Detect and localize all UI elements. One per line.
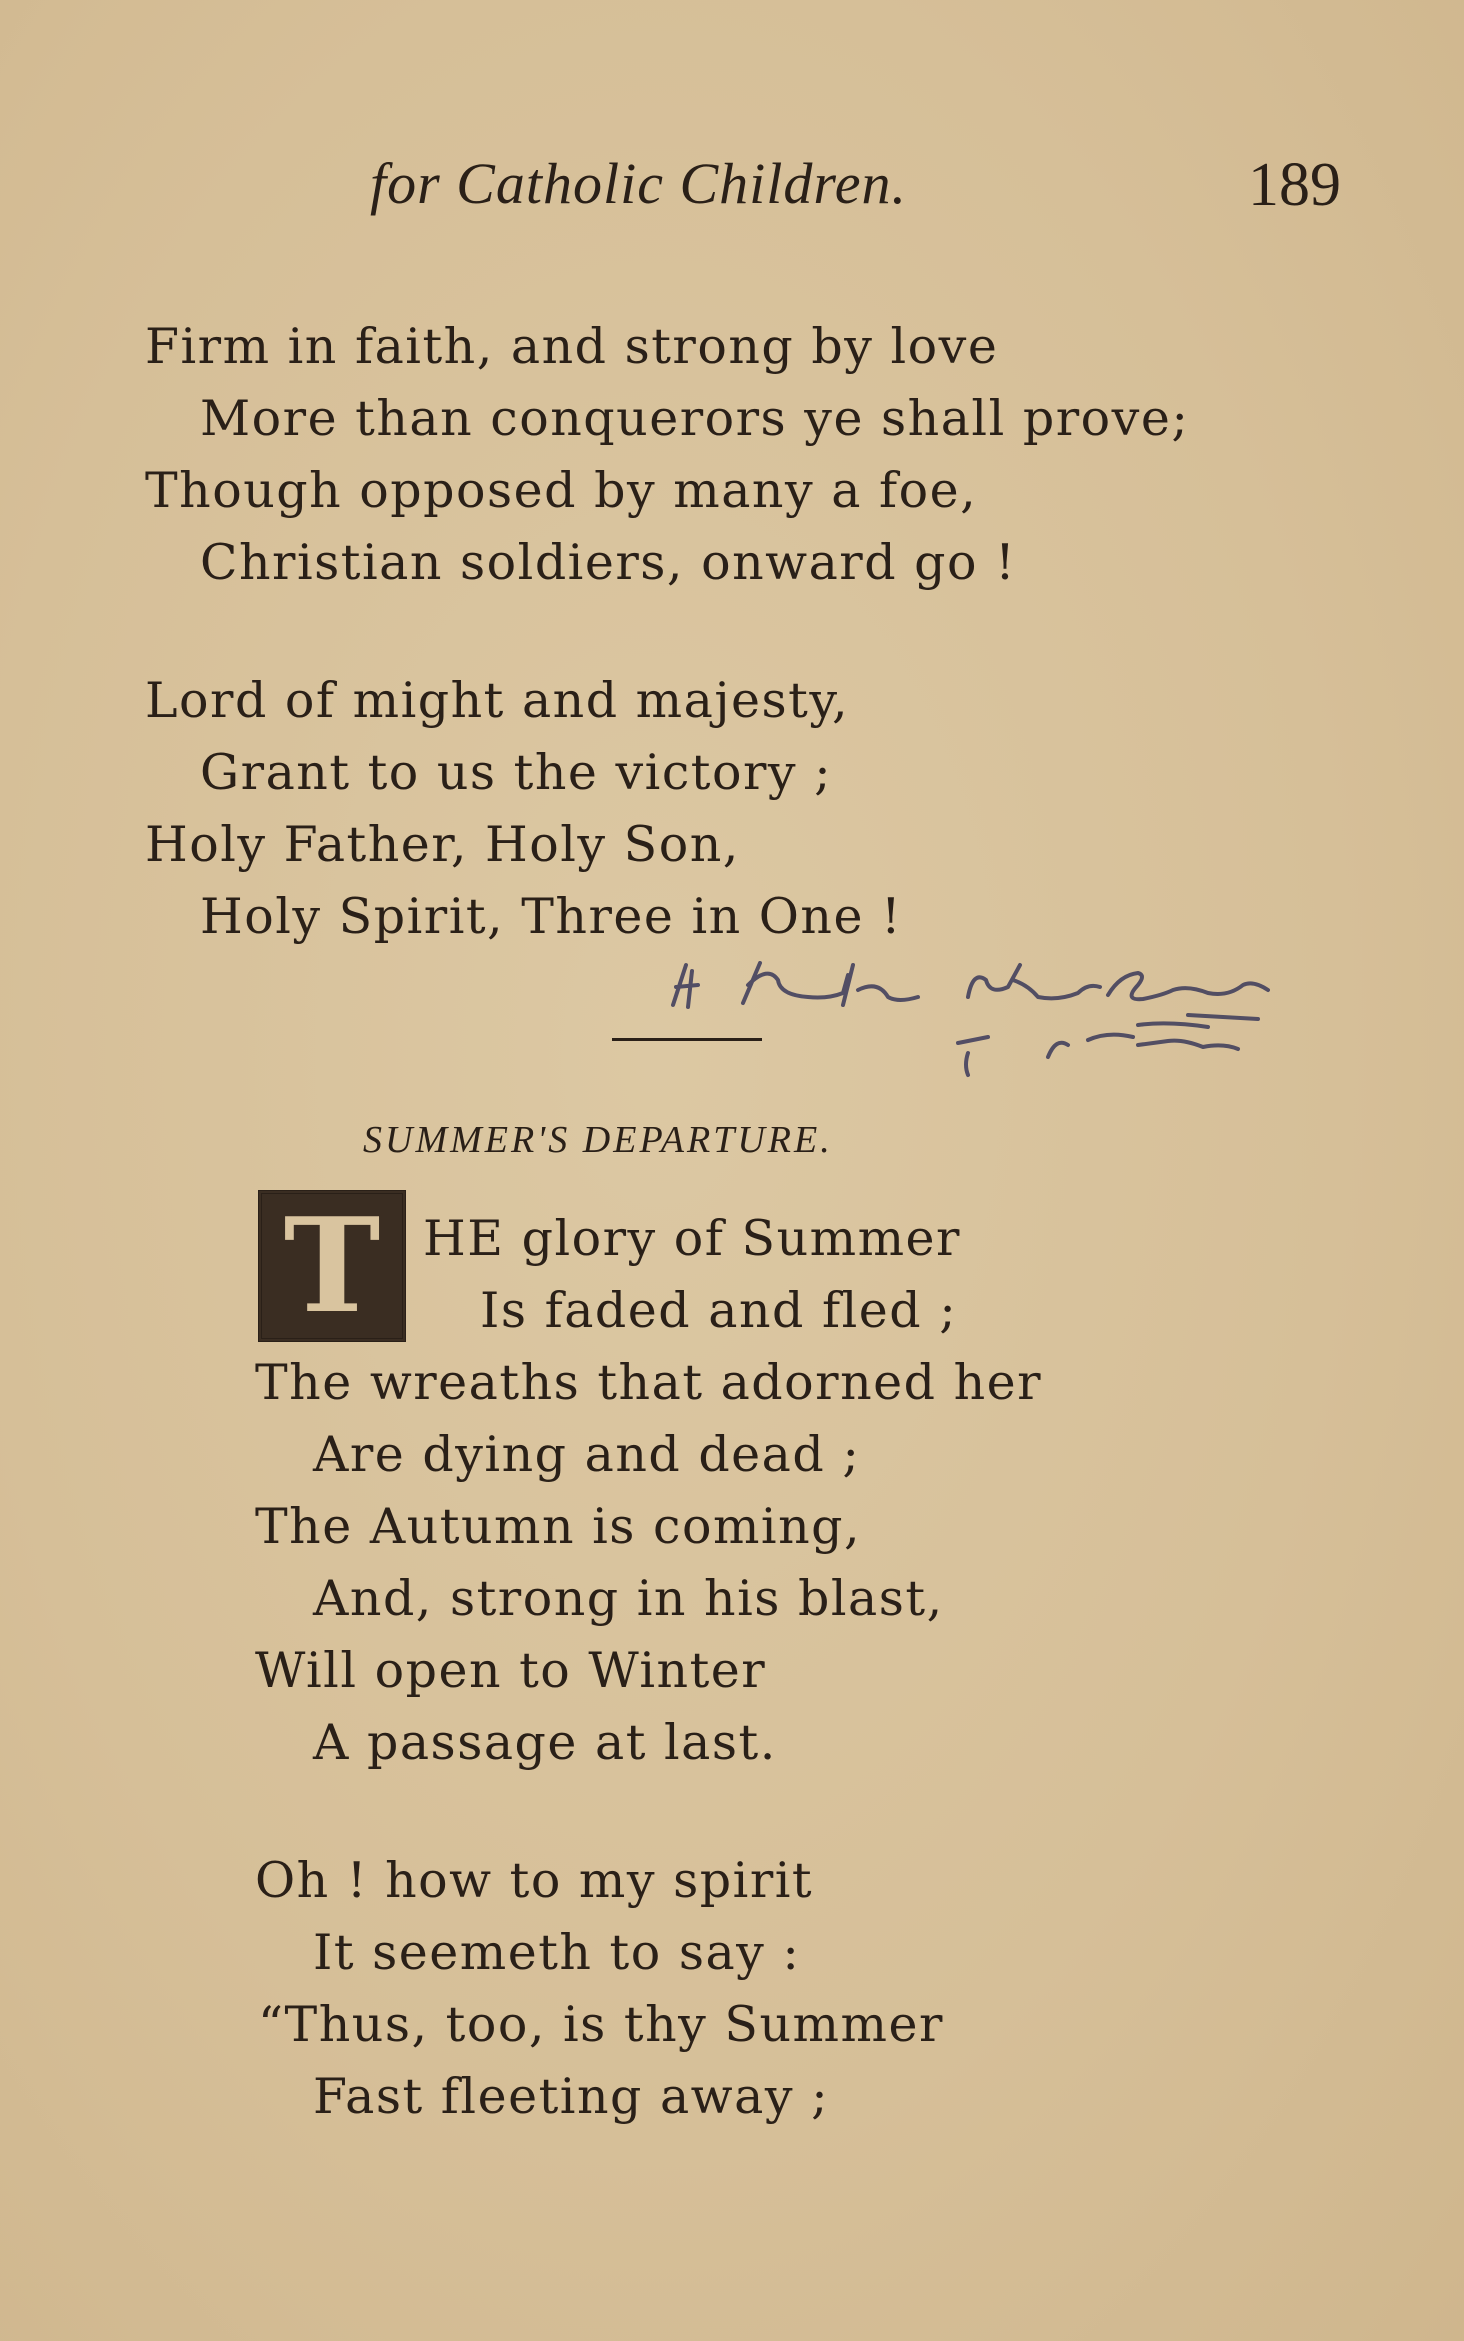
verse-line: And, strong in his blast,	[313, 1570, 944, 1627]
verse-line: The Autumn is coming,	[255, 1498, 862, 1555]
verse-line: It seemeth to say :	[313, 1924, 801, 1981]
verse-line: Grant to us the victory ;	[200, 744, 833, 801]
handwritten-annotation	[668, 935, 1388, 1095]
verse-line: Firm in faith, and strong by love	[145, 318, 999, 375]
running-head: for Catholic Children.	[370, 151, 908, 216]
verse-line: A passage at last.	[313, 1714, 777, 1771]
verse-line: HE glory of Summer	[423, 1210, 961, 1267]
dropcap-letter: T	[283, 1189, 381, 1342]
ornamental-dropcap	[258, 1190, 406, 1342]
verse-line: Lord of might and majesty,	[145, 672, 850, 729]
section-divider	[612, 1038, 762, 1041]
verse-line: Oh ! how to my spirit	[255, 1852, 814, 1909]
verse-line: Holy Spirit, Three in One !	[200, 888, 903, 945]
verse-line: The wreaths that adorned her	[255, 1354, 1043, 1411]
verse-line: More than conquerors ye shall prove;	[200, 390, 1190, 447]
verse-line: Holy Father, Holy Son,	[145, 816, 740, 873]
verse-line: Christian soldiers, onward go !	[200, 534, 1017, 591]
verse-line: Are dying and dead ;	[313, 1426, 861, 1483]
verse-line: Is faded and fled ;	[480, 1282, 958, 1339]
verse-line: “Thus, too, is thy Summer	[258, 1996, 944, 2053]
poem-title: SUMMER'S DEPARTURE.	[363, 1119, 833, 1161]
verse-line: Fast fleeting away ;	[313, 2068, 830, 2125]
verse-line: Though opposed by many a foe,	[145, 462, 978, 519]
page-number: 189	[1248, 151, 1341, 219]
verse-line: Will open to Winter	[255, 1642, 767, 1699]
